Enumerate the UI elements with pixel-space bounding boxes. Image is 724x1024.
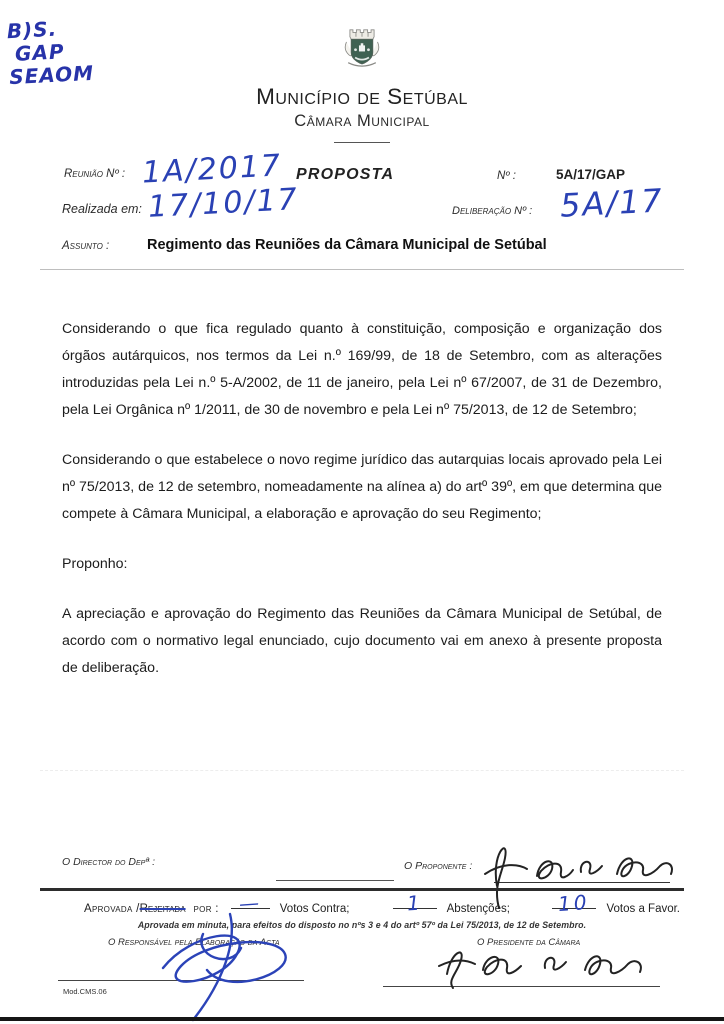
- deliberation-number-handwritten-value: 5A/17: [559, 181, 665, 225]
- body-paragraph: Considerando o que estabelece o novo regime jurídico das autarquias locais aprovado pela Lei nº 75/2013, de 12 de setembro, nomeadamente na alínea a) do artº 39º, em que determina que compete à Câmara Municipal, a elaboração e aprovação do seu Regimento;: [62, 452, 662, 522]
- meeting-number-label: Reunião Nº :: [64, 168, 126, 180]
- mayor-label: O Presidente da Câmara: [477, 937, 581, 948]
- votes-in-favor-handwritten-value: 10: [557, 889, 591, 917]
- council-subtitle: Câmara Municipal: [294, 112, 430, 130]
- body-paragraph: A apreciação e aprovação do Regimento das Reuniões da Câmara Municipal de Setúbal, de acordo com o normativo legal enunciado, cujo documento vai em anexo à presente proposta de deliberação.: [62, 606, 662, 676]
- approved-label: Aprovada /: [84, 903, 140, 915]
- director-label: O Director do Depª :: [62, 856, 156, 868]
- abstentions-label: Abstenções;: [446, 903, 510, 915]
- votes-against-handwritten-value: —: [237, 890, 263, 916]
- rejected-label-struck-through: Rejeitada: [139, 903, 186, 915]
- proposal-number-label: Nº :: [497, 170, 516, 182]
- subject-label: Assunto :: [62, 240, 110, 252]
- municipality-title: Município de Setúbal: [256, 84, 468, 109]
- abstentions-field: [393, 890, 436, 916]
- votes-in-favor-label: Votos a Favor.: [606, 903, 680, 915]
- minutes-responsible-signature-line: [58, 980, 304, 981]
- setubal-crest-icon: [343, 22, 381, 79]
- minutes-responsible-label: O Responsável pela Elaboração da Acta: [108, 937, 280, 948]
- form-code: Mod.CMS.06: [63, 987, 107, 996]
- handwritten-corner-note: [6, 16, 94, 89]
- deliberation-number-label: Deliberação Nº :: [452, 205, 533, 217]
- subject-divider: [40, 269, 684, 270]
- votes-in-favor-field: [552, 889, 597, 917]
- abstentions-handwritten-value: 1: [406, 890, 424, 916]
- director-signature-line: [276, 880, 394, 881]
- voting-result-row: [62, 889, 680, 917]
- proposal-body: [62, 316, 662, 705]
- by-label: por :: [193, 903, 219, 915]
- subject-value: Regimento das Reuniões da Câmara Municipal de Setúbal: [147, 237, 547, 253]
- votes-against-label: Votos Contra;: [279, 903, 350, 915]
- proponent-signature-line: [494, 882, 670, 883]
- proponent-label: O Proponente :: [404, 860, 473, 872]
- meeting-number-handwritten-value: 1A/2017: [141, 148, 283, 191]
- body-paragraph: Considerando o que fica regulado quanto à constituição, composição e organização dos órgãos autárquicos, nos termos da Lei n.º 169/99, de 18 de Setembro, com as alterações introduzidas pela Lei n.º 5-A/2002, de 11 de janeiro, pela Lei nº 67/2007, de 31 de Dezembro, pela Lei Orgânica nº 1/2011, de 30 de novembro e pela Lei nº 75/2013, de 12 de Setembro;: [62, 321, 662, 418]
- mayor-signature-line: [383, 986, 660, 987]
- corner-note-line: SEAOM: [8, 60, 95, 90]
- page-bottom-scan-edge: [0, 1017, 724, 1021]
- corner-note-line: B)S.: [6, 16, 58, 44]
- corner-note-line: GAP: [14, 39, 66, 66]
- minute-approval-note: Aprovada em minuta, para efeitos do disposto no nºs 3 e 4 do artº 57º da Lei 75/2013, de 12 de Setembro.: [137, 920, 587, 930]
- proposal-number-value: 5A/17/GAP: [556, 167, 626, 182]
- body-paragraph: Proponho:: [62, 556, 128, 572]
- faint-fold-line: [40, 770, 684, 771]
- held-on-label: Realizada em:: [62, 202, 142, 216]
- held-on-handwritten-date: 17/10/17: [147, 182, 300, 225]
- letterhead-divider: [334, 142, 390, 143]
- proposal-title: PROPOSTA: [296, 166, 395, 183]
- votes-against-field: [231, 890, 270, 916]
